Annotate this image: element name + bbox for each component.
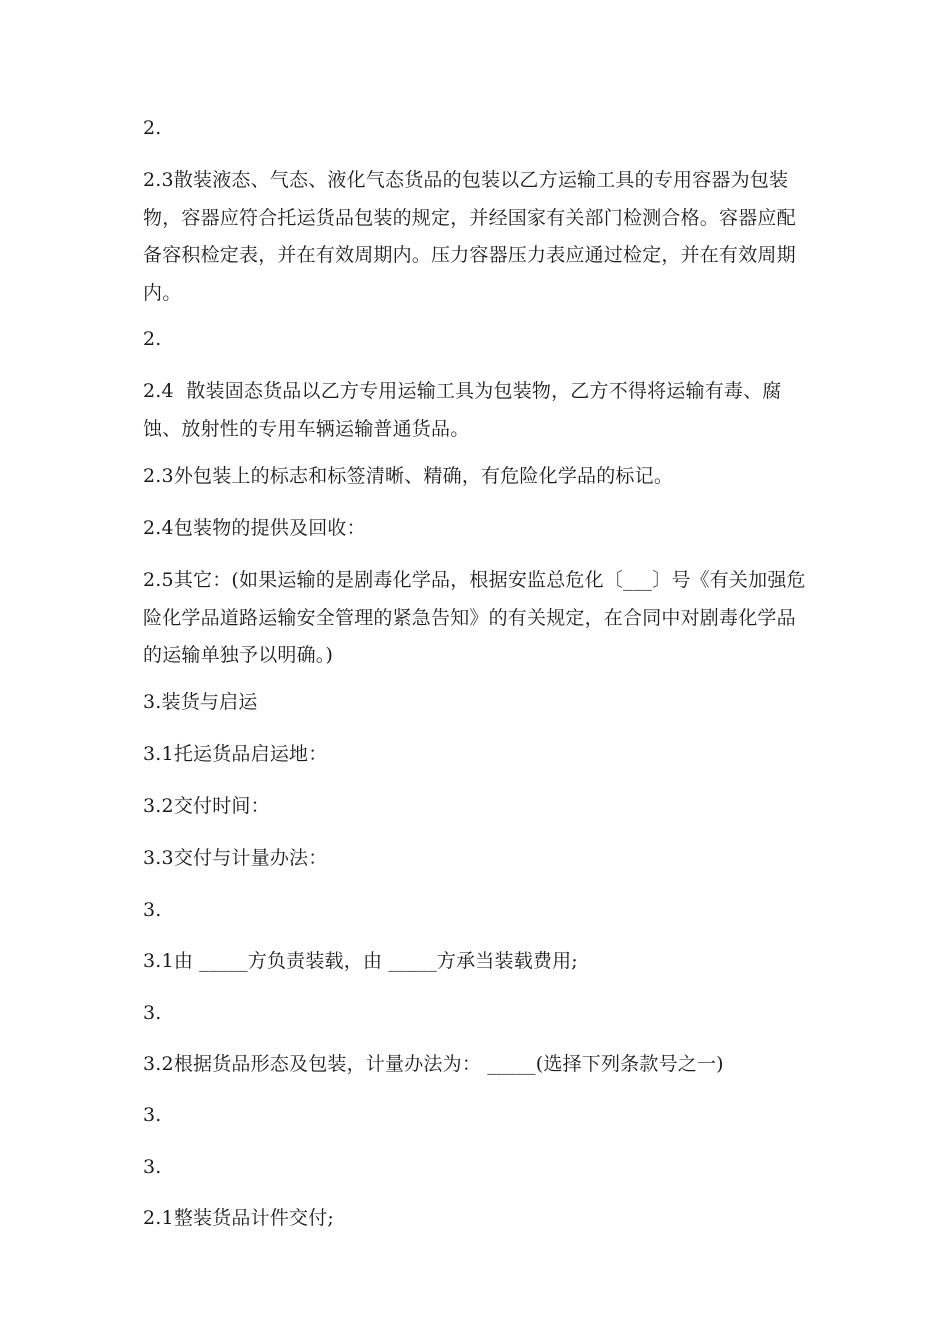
paragraph: 2.5其它：(如果运输的是剧毒化学品，根据安监总危化〔___〕号《有关加强危险化学品道路运输安全管理的紧急告知》的有关规定，在合同中对剧毒化学品的运输单独予以明确。): [143, 569, 806, 666]
paragraph: 2.1整装货品计件交付;: [143, 1207, 335, 1229]
paragraph: 2.3散装液态、气态、液化气态货品的包装以乙方运输工具的专用容器为包装物，容器应符合托运货品包装的规定，并经国家有关部门检测合格。容器应配备容积检定表，并在有效周期内。压力容器压力表应通过检定，并在有效周期内。: [143, 169, 796, 304]
paragraph: 3.3交付与计量办法：: [143, 847, 328, 869]
paragraph: 2.3外包装上的标志和标签清晰、精确，有危险化学品的标记。: [143, 465, 674, 487]
paragraph: 3.: [143, 1156, 162, 1178]
paragraph: 2.4包装物的提供及回收：: [143, 517, 366, 539]
paragraph: 3.: [143, 1002, 162, 1024]
paragraph: 2.: [143, 117, 162, 139]
paragraph: 3.: [143, 1104, 162, 1126]
paragraph: 3.: [143, 899, 162, 921]
paragraph: 3.2根据货品形态及包装，计量办法为： _____(选择下列条款号之一): [143, 1053, 724, 1075]
paragraph: 3.2交付时间：: [143, 795, 270, 817]
paragraph: 3.1托运货品启运地：: [143, 743, 328, 765]
paragraph: 3.1由 _____方负责装载，由 _____方承当装载费用;: [143, 950, 578, 972]
section-heading: 3.装货与启运: [143, 691, 258, 713]
paragraph: 2.4 散装固态货品以乙方专用运输工具为包装物，乙方不得将运输有毒、腐蚀、放射性的专用车辆运输普通货品。: [143, 380, 782, 440]
paragraph: 2.: [143, 328, 162, 350]
